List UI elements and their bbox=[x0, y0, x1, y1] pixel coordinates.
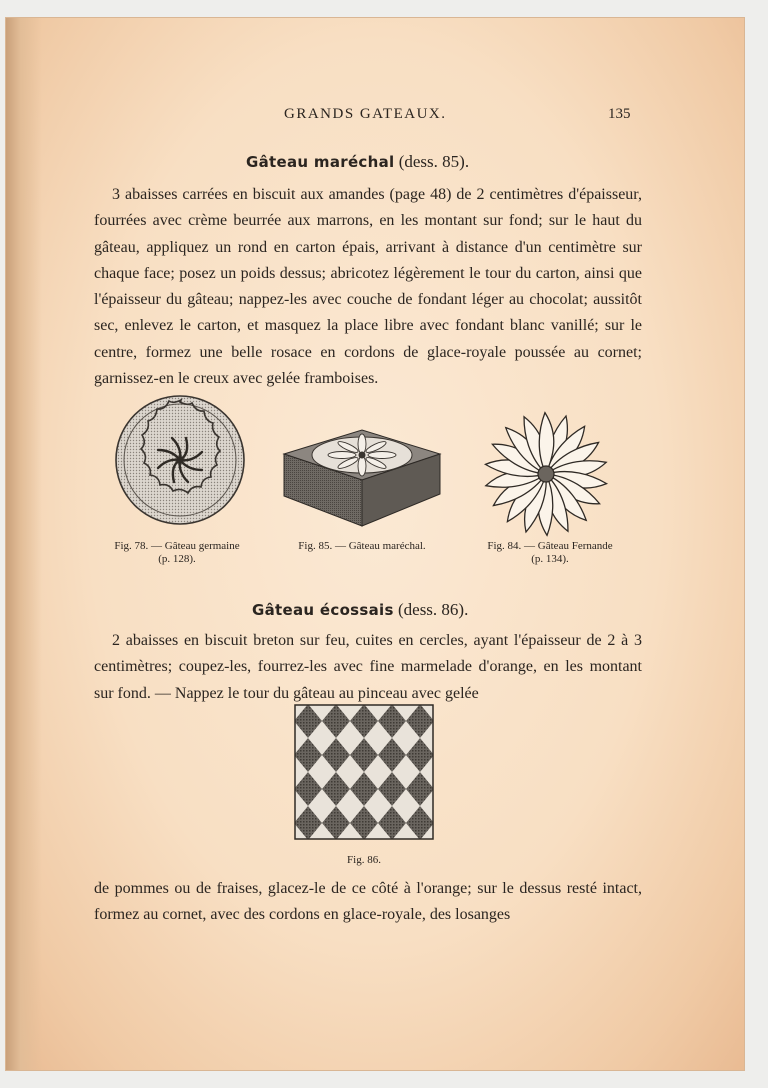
caption-fig86 bbox=[294, 854, 434, 867]
section-heading-marechal bbox=[246, 152, 469, 172]
running-title: GRANDS GATEAUX. bbox=[284, 106, 447, 122]
caption-line: (p. 128). bbox=[158, 553, 196, 565]
figure-gateau-ecossais bbox=[294, 704, 434, 840]
figure-gateau-fernande bbox=[476, 404, 616, 540]
caption-line: Fig. 86. bbox=[347, 854, 381, 866]
section-heading-ecossais bbox=[252, 600, 468, 620]
paragraph-marechal: 3 abaisses carrées en biscuit aux amandes (page 48) de 2 centimètres d'épaisseur, fourrées avec crème beurrée aux marrons, en les montant sur fond; sur le haut du gâteau, appliquez un rond en carton épais, arrivant à distance d'un centimètre sur chaque face; posez un poids dessus; abricotez légèrement le tour du carton, ainsi que l'épaisseur du gâteau; nappez-les avec couche de fondant léger au chocolat; aussitôt sec, enlevez le carton, et masquez la place libre avec fondant blanc vanillé; sur le centre, formez une belle rosace en cordons de glace-royale poussée au cornet; garnissez-en le creux avec gelée framboises. bbox=[94, 186, 642, 388]
caption-line: (p. 134). bbox=[531, 553, 569, 565]
paragraph-ecossais-cont: de pommes ou de fraises, glacez-le de ce côté à l'orange; sur le dessus resté intact, formez au cornet, avec des cordons en glace-royale, des losanges bbox=[94, 880, 642, 924]
heading-title: Gâteau écossais bbox=[252, 601, 394, 619]
caption-line: Fig. 85. — Gâteau maréchal. bbox=[298, 540, 426, 552]
page-number: 135 bbox=[608, 106, 631, 122]
heading-ref: (dess. 85). bbox=[398, 152, 470, 171]
book-page bbox=[6, 18, 744, 1070]
figure-gateau-germaine bbox=[108, 394, 252, 526]
heading-ref: (dess. 86). bbox=[397, 600, 469, 619]
heading-title: Gâteau maréchal bbox=[246, 153, 395, 171]
caption-fig85 bbox=[274, 540, 450, 553]
caption-fig78 bbox=[92, 540, 262, 566]
caption-line: Fig. 84. — Gâteau Fernande bbox=[487, 540, 613, 552]
paragraph-ecossais: 2 abaisses en biscuit breton sur feu, cuites en cercles, ayant l'épaisseur de 2 à 3 centimètres; coupez-les, fourrez-les avec fine marmelade d'orange, en les montant sur fond. — Nappez le tour du gâteau au pinceau avec gelée bbox=[94, 632, 642, 702]
caption-fig84 bbox=[462, 540, 638, 566]
page-gutter-shadow bbox=[6, 18, 42, 1070]
figure-gateau-marechal bbox=[282, 410, 444, 528]
caption-line: Fig. 78. — Gâteau germaine bbox=[114, 540, 240, 552]
